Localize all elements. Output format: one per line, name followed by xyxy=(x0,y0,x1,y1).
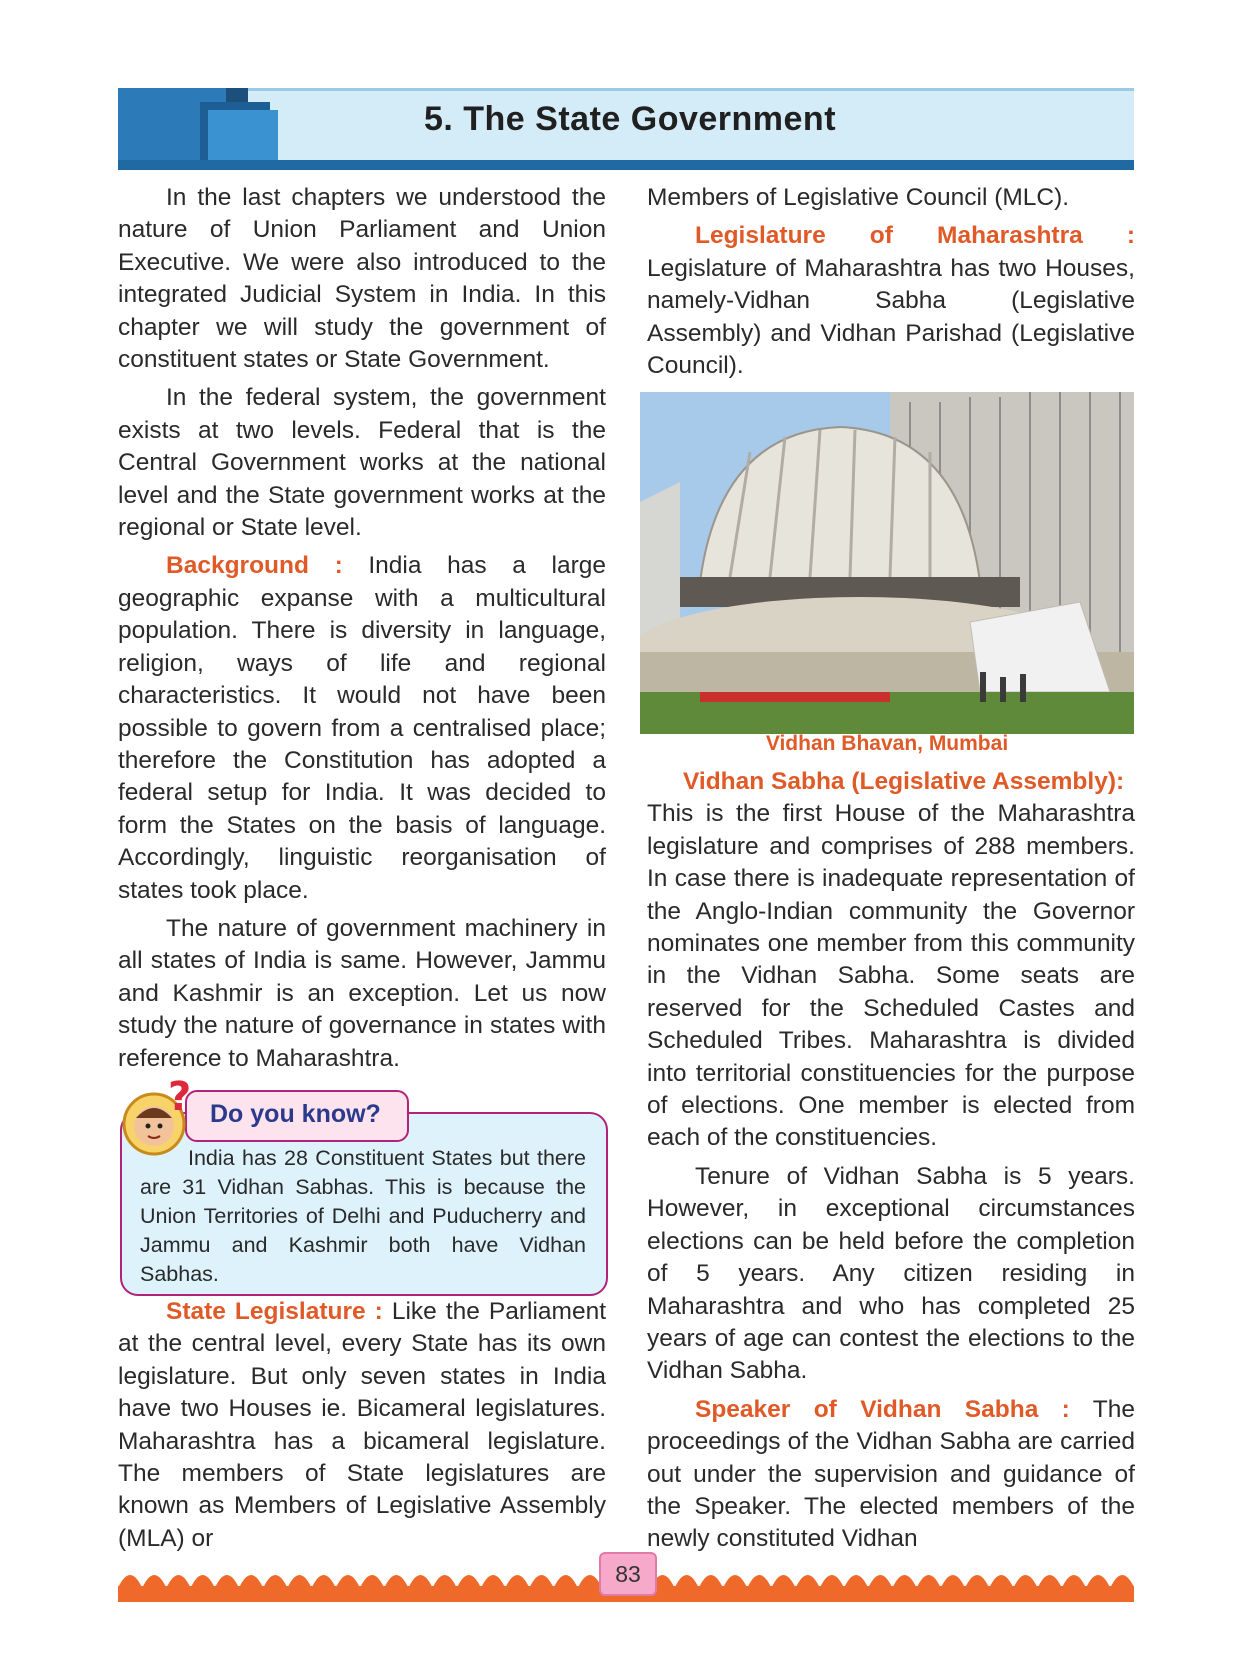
footer-arch xyxy=(433,1575,457,1588)
footer-arch xyxy=(118,1575,142,1588)
vidhan-sabha-heading-line xyxy=(647,766,1135,798)
photo-caption: Vidhan Bhavan, Mumbai xyxy=(765,732,1009,755)
speaker-text: The proceedings of the Vidhan Sabha are carried out under the supervision and guidance of the Speaker. The elected members of the newly constituted Vidhan xyxy=(647,1395,1136,1553)
vidhan-sabha-text: This is the first House of the Maharashtra legislature and comprises of 288 members. In case there is inadequate representation of the Anglo-Indian community the Governor nominates one member from this community in the Vidhan Sabha. Some seats are reserved for the Scheduled Castes and Scheduled Tribes. Maharashtra is divided into territorial constituencies for the purpose of elections. One member is elected from each of the constituencies. xyxy=(647,800,1135,1152)
footer-arch xyxy=(1062,1575,1086,1588)
footer-arch xyxy=(1038,1575,1062,1588)
footer-arch xyxy=(989,1575,1013,1588)
speaker-heading: Speaker of Vidhan Sabha : xyxy=(695,1395,1070,1423)
do-you-know-text xyxy=(140,1144,586,1289)
footer-arch xyxy=(336,1575,360,1588)
mlc-line: Members of Legislative Council (MLC). xyxy=(647,184,1070,211)
footer-arch xyxy=(215,1575,239,1588)
background-heading: Background : xyxy=(166,552,343,580)
footer-arch xyxy=(142,1575,166,1588)
footer-arch xyxy=(1086,1575,1110,1588)
right-column-top xyxy=(647,182,1135,388)
footer-arch xyxy=(505,1575,529,1588)
federal-paragraph: In the federal system, the government exists at two levels. Federal that is the Central Government works at the national level and the State government works at the regional or State level. xyxy=(118,384,606,542)
footer-arch xyxy=(481,1575,505,1588)
footer-arch xyxy=(844,1575,868,1588)
state-legislature-block xyxy=(118,1296,606,1561)
footer-arch xyxy=(554,1575,578,1588)
footer-arch xyxy=(166,1575,190,1588)
footer-arch xyxy=(408,1575,432,1588)
footer-arch xyxy=(723,1575,747,1588)
footer-arch xyxy=(796,1575,820,1588)
state-legislature-paragraph xyxy=(118,1296,606,1555)
footer-arch xyxy=(384,1575,408,1588)
footer-arch xyxy=(529,1575,553,1588)
right-column-lower xyxy=(647,766,1135,1562)
footer-arch xyxy=(1013,1575,1037,1588)
footer-arch xyxy=(771,1575,795,1588)
legislature-maharashtra-heading-line xyxy=(647,220,1135,252)
footer-arch xyxy=(263,1575,287,1588)
intro-paragraph: In the last chapters we understood the nature of Union Parliament and Union Executive. We were also introduced to the integrated Judicial System in India. In this chapter we will study the government of constituent states or State Government. xyxy=(118,184,606,374)
footer-arch xyxy=(868,1575,892,1588)
footer-arch xyxy=(1110,1575,1134,1588)
footer-arch xyxy=(820,1575,844,1588)
footer-arch xyxy=(699,1575,723,1588)
footer-arch xyxy=(917,1575,941,1588)
footer-arch xyxy=(287,1575,311,1588)
footer-arch xyxy=(941,1575,965,1588)
vidhan-sabha-heading: Vidhan Sabha (Legislative Assembly): xyxy=(683,768,1125,795)
footer-arch xyxy=(191,1575,215,1588)
page-number: 83 xyxy=(599,1552,657,1596)
left-column xyxy=(118,182,606,1081)
speaker-paragraph xyxy=(647,1394,1135,1556)
do-you-know-body: India has 28 Constituent States but there are 31 Vidhan Sabhas. This is because the Union Territories of Delhi and Puducherry and Jammu and Kashmir both have Vidhan Sabhas. xyxy=(140,1146,586,1286)
chapter-title: 5. The State Government xyxy=(423,100,837,138)
machinery-paragraph: The nature of government machinery in all states of India is same. However, Jammu and Kashmir is an exception. Let us now study the nature of governance in states with reference to Maharashtra. xyxy=(118,914,606,1072)
svg-text:?: ? xyxy=(168,1080,192,1120)
footer-arch xyxy=(457,1575,481,1588)
footer-arch xyxy=(360,1575,384,1588)
background-text: India has a large geographic expanse with a multicultural population. There is diversity in language, religion, ways of life and regional characteristics. It would not have been possible to govern from a centralised place; therefore the Constitution has adopted a federal setup for India. It was decided to form the States on the basis of language. Accordingly, linguistic reorganisation of states took place. xyxy=(118,552,606,904)
footer-arch xyxy=(965,1575,989,1588)
footer-arch xyxy=(892,1575,916,1588)
footer-arch xyxy=(747,1575,771,1588)
tenure-paragraph: Tenure of Vidhan Sabha is 5 years. However, in exceptional circumstances elections can be held before the completion of 5 years. Any citizen residing in Maharashtra and who has completed 25 years of age can contest the elections to the Vidhan Sabha. xyxy=(647,1162,1135,1385)
state-legislature-heading: State Legislature : xyxy=(166,1298,383,1325)
legislature-maharashtra-heading: Legislature of Maharashtra : xyxy=(695,222,1135,250)
banner-top-line xyxy=(118,88,1134,91)
legislature-maharashtra-text: Legislature of Maharashtra has two Houses, namely-Vidhan Sabha (Legislative Assembly) and Vidhan Parishad (Legislative Council). xyxy=(647,254,1135,380)
footer-arch xyxy=(675,1575,699,1588)
footer-arch xyxy=(312,1575,336,1588)
background-paragraph xyxy=(118,550,606,906)
do-you-know-label: Do you know? xyxy=(210,1100,381,1128)
state-legislature-text: Like the Parliament at the central level, every State has its own legislature. But only seven states in India have two Houses ie. Bicameral legislatures. Maharashtra has a bicameral legislature. The members of State legislatures are known as Members of Legislative Assembly (MLA) or xyxy=(118,1298,607,1552)
banner-bottom-line xyxy=(118,160,1134,170)
vidhan-bhavan-photo xyxy=(640,392,1134,734)
footer-arch xyxy=(239,1575,263,1588)
banner-decor-square xyxy=(226,88,248,110)
